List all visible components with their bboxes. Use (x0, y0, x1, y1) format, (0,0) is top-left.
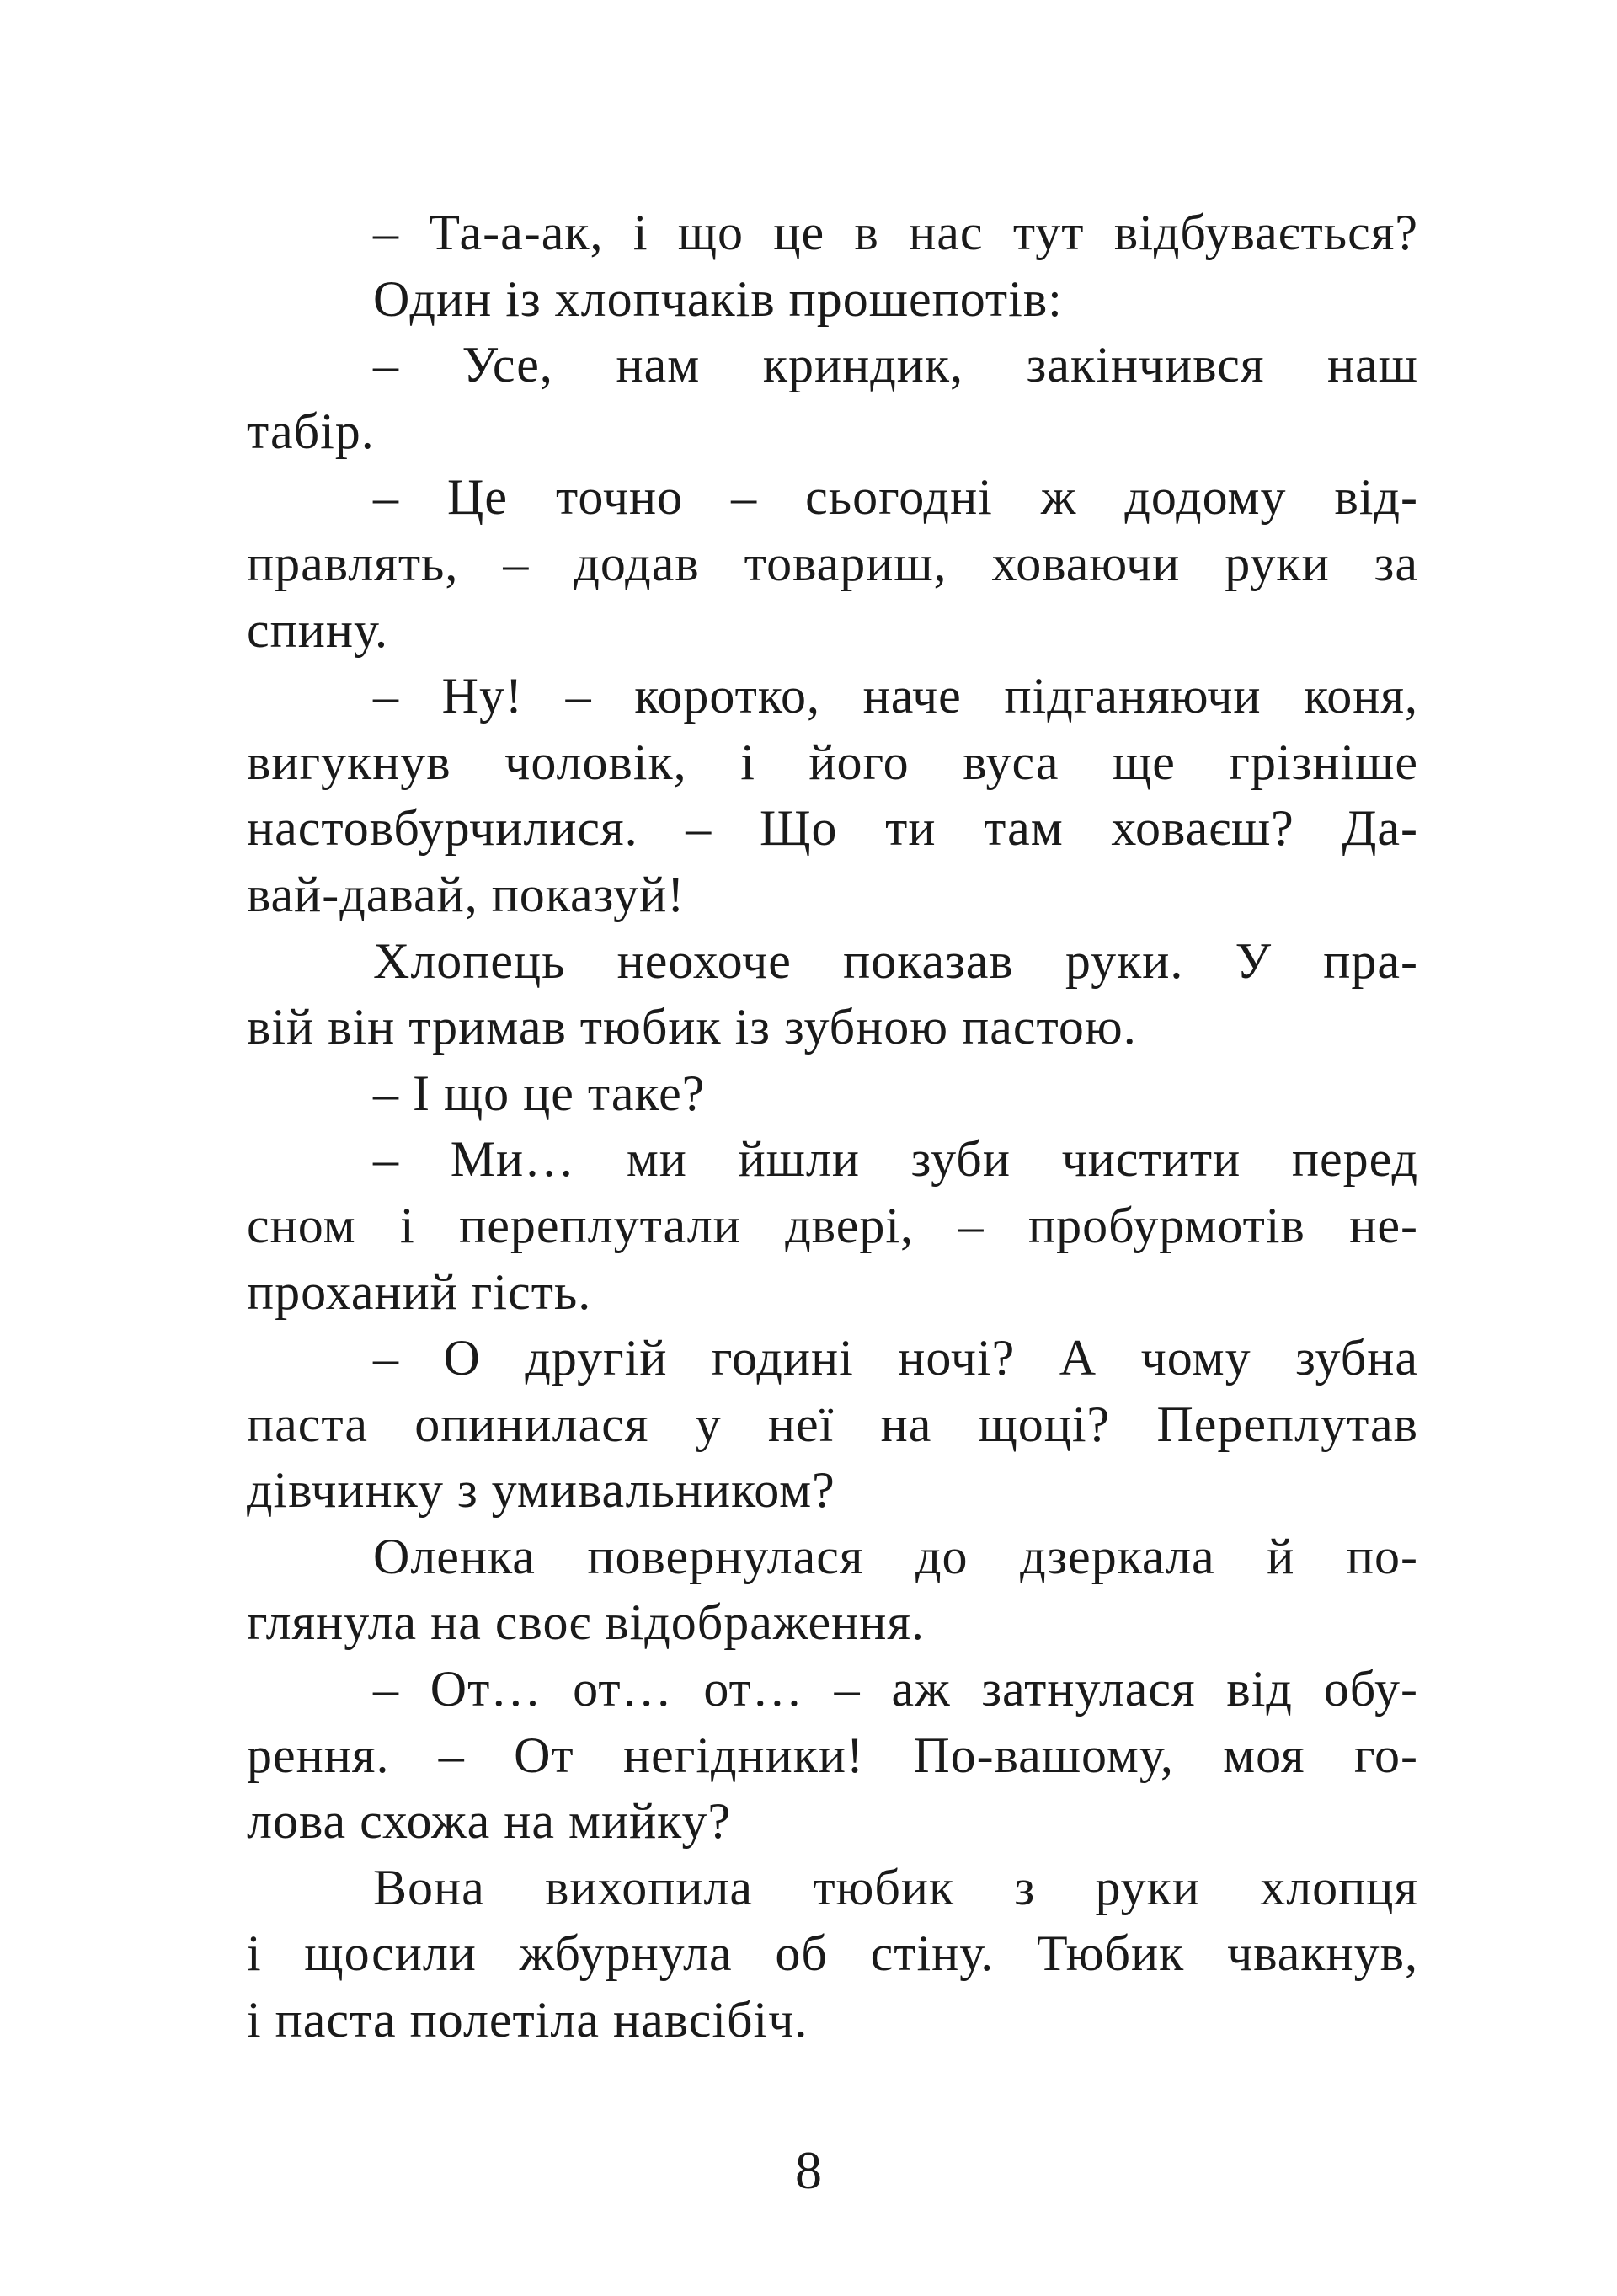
text-line: вай-давай, показуй! (247, 866, 686, 922)
text-line: Хлопець неохоче показав руки. У пра- (373, 932, 1418, 989)
page-text (247, 200, 1418, 2053)
text-line: дівчинку з умивальником? (247, 1462, 835, 1519)
text-line: Оленка повернулася до дзеркала й по- (373, 1528, 1418, 1584)
text-line: вигукнув чоловік, і його вуса ще грізніше (247, 734, 1418, 790)
text-line: Вона вихопила тюбик з руки хлопця (373, 1859, 1418, 1915)
text-line: проханий гість. (247, 1263, 592, 1320)
text-line: – Та-а-ак, і що це в нас тут відбувається? (373, 205, 1418, 260)
text-line: Один із хлопчаків прошепотів: (373, 270, 1063, 327)
text-line: – Це точно – сьогодні ж додому від- (373, 469, 1418, 526)
text-line: – О другій годині ночі? А чому зубна (373, 1330, 1418, 1386)
text-line: – От… от… от… – аж затнулася від обу- (373, 1661, 1418, 1717)
text-line: – І що це таке? (373, 1065, 706, 1121)
text-line: табір. (247, 403, 375, 459)
text-line: правлять, – додав товариш, ховаючи руки за (247, 535, 1418, 591)
text-line: рення. – От негідники! По-вашому, моя го- (247, 1727, 1418, 1783)
page-number: 8 (795, 2140, 822, 2200)
text-line: – Ну! – коротко, наче підганяючи коня, (373, 668, 1418, 724)
text-line: – Ми… ми йшли зуби чистити перед (373, 1131, 1418, 1188)
text-line: спину. (247, 601, 388, 658)
text-line: і щосили жбурнула об стіну. Тюбик чвакнув, (247, 1925, 1418, 1982)
text-line: сном і переплутали двері, – пробурмотів не- (247, 1197, 1418, 1253)
text-line: і паста полетіла навсібіч. (247, 1992, 808, 2048)
text-line: лова схожа на мийку? (247, 1793, 732, 1850)
text-line: – Усе, нам криндик, закінчився наш (373, 337, 1418, 393)
text-line: вій він тримав тюбик із зубною пастою. (247, 999, 1137, 1055)
text-line: паста опинилася у неї на щоці? Переплутав (247, 1396, 1418, 1452)
text-line: настовбурчилися. – Що ти там ховаєш? Да- (247, 800, 1418, 857)
text-line: глянула на своє відображення. (247, 1594, 925, 1651)
